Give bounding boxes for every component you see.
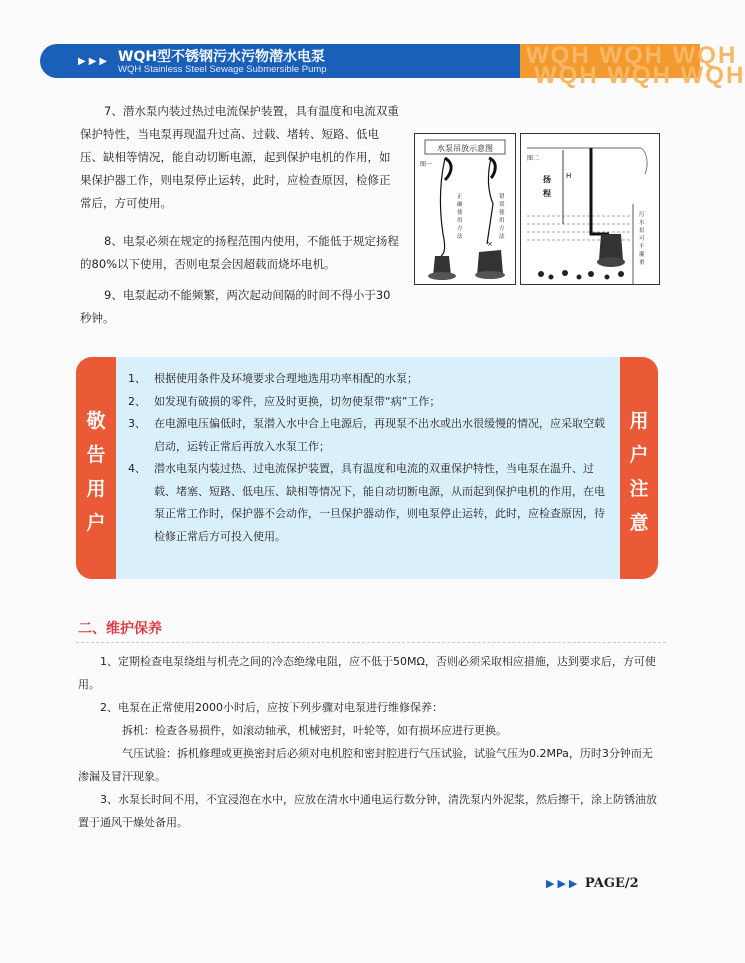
section-divider	[76, 642, 666, 643]
svg-text:程: 程	[543, 189, 551, 198]
warning-left-label: 敬 告 用 户	[86, 410, 106, 534]
svg-text:方: 方	[499, 226, 505, 232]
list-item: 1、 根据使用条件及环境要求合理地选用功率相配的水泵；	[128, 372, 418, 385]
svg-text:灌: 灌	[639, 252, 645, 258]
figure-pump-head	[520, 133, 660, 285]
svg-text:法: 法	[499, 234, 505, 240]
svg-text:确: 确	[457, 202, 463, 208]
watermark-text: WQH WQH WQH	[526, 42, 738, 69]
header-arrows-icon: ▶▶▶	[78, 56, 111, 67]
section-title: 二、维护保养	[78, 621, 162, 637]
svg-text:误: 误	[499, 202, 505, 208]
list-item: 3、 在电源电压偏低时，泵潜入水中合上电源后，再现泵不出水或出水很缓慢的情况，应采取空载启动，运转正常后再放入水泵工作；	[128, 417, 605, 453]
paragraph-9: 9、电泵起动不能频繁，两次起动间隔的时间不得小于30秒钟。	[80, 288, 391, 325]
header-watermark	[520, 42, 745, 89]
warning-list	[128, 368, 608, 548]
page-number	[546, 876, 639, 891]
svg-text:使: 使	[457, 210, 463, 216]
svg-text:可: 可	[639, 236, 645, 242]
svg-text:用: 用	[457, 218, 463, 224]
page-label: PAGE/2	[584, 876, 639, 891]
figure1-tag: 图一	[420, 161, 433, 168]
arrow-right-icon: ▶▶▶	[546, 877, 581, 890]
document-title: WQH型不锈钢污水污物潜水电泵	[118, 49, 326, 65]
svg-text:法: 法	[457, 234, 463, 240]
svg-text:不: 不	[639, 244, 645, 250]
document-subtitle: WQH Stainless Steel Sewage Submersible Pump	[118, 64, 327, 75]
svg-text:重: 重	[639, 260, 645, 266]
maintenance-p3: 3、水泵长时间不用，不宜浸泡在水中，应放在清水中通电运行数分钟，清洗泵内外泥浆，然后擦干，涂上防锈油放置于通风干燥处备用。	[78, 793, 657, 829]
list-item: 4、 潜水电泵内装过热、过电流保护装置，具有温度和电流的双重保护特性，当电泵在温升、过载、堵塞、短路、低电压、缺相等情况下，能自动切断电源，从而起到保护电机的作用，在电泵正常工作时，保护器不会动作，一旦保护器动作，则电泵停止运转，此时，应检查原因，待检修正常后方可投入使用。	[128, 462, 605, 543]
figure1-correct-1: 正	[457, 194, 463, 200]
svg-text:用: 用	[499, 218, 505, 224]
svg-text:扬: 扬	[543, 175, 551, 184]
svg-text:×: ×	[487, 240, 493, 248]
maintenance-p1: 1、定期检查电泵绕组与机壳之间的冷态绝缘电阻，应不低于50MΩ，否则必须采取相应措施，达到要求后，方可使用。	[78, 655, 656, 691]
svg-text:错: 错	[499, 194, 505, 200]
svg-text:使: 使	[499, 210, 505, 216]
maintenance-p2a: 拆机：检查各易损件，如滚动轴承，机械密封，叶轮等，如有损坏应进行更换。	[122, 724, 507, 737]
figure2-tag: 图二	[527, 155, 540, 162]
warning-right-label: 用 户 注 意	[629, 410, 649, 534]
figure1-title: 水泵吊放示意图	[437, 144, 493, 153]
paragraph-7: 7、潜水泵内装过热过电流保护装置，具有温度和电流双重保护特性，当电泵再现温升过高、过载、堵转、短路、低电压、缺相等情况，能自动切断电源，起到保护电机的作用，如果保护器工作，则电泵停止运转，此时，应检查原因，检修正常后，方可使用。	[80, 104, 399, 210]
maintenance-body	[78, 650, 663, 834]
figure-pump-hanging	[414, 133, 516, 285]
paragraph-8: 8、电泵必须在规定的扬程范围内使用，不能低于规定扬程的80%以下使用，否则电泵会因超载而烧坏电机。	[80, 234, 399, 271]
svg-text:污: 污	[639, 212, 645, 218]
svg-text:H: H	[566, 172, 572, 180]
svg-text:泵: 泵	[639, 228, 645, 234]
list-item: 2、 如发现有破损的零件，应及时更换，切勿使泵带“病”工作；	[128, 394, 441, 408]
maintenance-p2b: 气压试验：拆机修理或更换密封后必须对电机腔和密封腔进行气压试验，试验气压为0.2MPa，历时3分钟而无渗漏及冒汗现象。	[78, 747, 653, 783]
svg-text:方: 方	[457, 226, 463, 232]
watermark-text-2: WQH WQH WQH	[534, 62, 745, 89]
svg-text:水: 水	[639, 220, 645, 226]
maintenance-p2: 2、电泵在正常使用2000小时后，应按下列步骤对电泵进行维修保养：	[100, 701, 443, 714]
